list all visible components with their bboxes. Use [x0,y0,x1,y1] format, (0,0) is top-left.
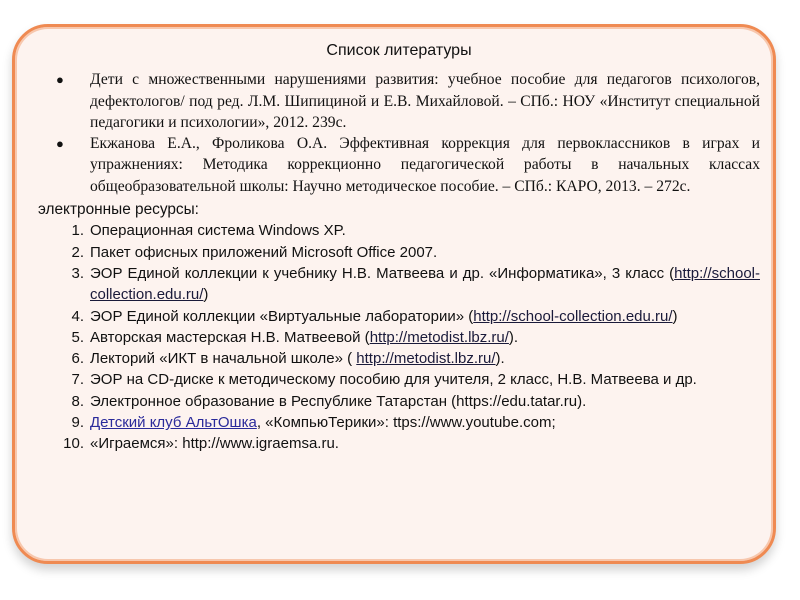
list-item: 3. ЭОР Единой коллекции к учебнику Н.В. Матвеева и др. «Информатика», 3 класс (http://school-collection.edu.ru/) [71,264,760,304]
metodist-link[interactable]: http://metodist.lbz.ru/ [356,350,496,368]
section-label: электронные ресурсы: [38,201,199,219]
school-collection-link[interactable]: http://school-collection.edu.ru/ [90,264,760,304]
bullet-icon: ● [56,136,64,152]
metodist-link[interactable]: http://metodist.lbz.ru/ [369,328,509,346]
list-item: 10. «Играемся»: http://www.igraemsa.ru. [63,435,339,453]
list-item: 9. Детский клуб АльтОшка, «КомпьюТерики»: ttps://www.youtube.com; [71,414,556,432]
list-item: 6. Лекторий «ИКТ в начальной школе» ( http://metodist.lbz.ru/). [71,350,505,368]
list-item: ● Екжанова Е.А., Фроликова О.А. Эффективная коррекция для первоклассников в играх и упражнениях: Методика коррекционно педагогической работы в начальных классах общеобразовательной школы: Научно методическое пособие. – СПб.: КАРО, 2013. – 272с. [56,135,760,195]
list-item: ● Дети с множественными нарушениями развития: учебное пособие для педагогов психологов, дефектологов/ под ред. Л.М. Шипициной и Е.В. Михайловой. – СПб.: НОУ «Институт специальной педагогики и психологии», 2012. 239с. [56,71,760,131]
list-item: 8. Электронное образование в Республике Татарстан (https://edu.tatar.ru). [71,392,587,410]
list-item: 7. ЭОР на CD-диске к методическому пособию для учителя, 2 класс, Н.В. Матвеева и др. [71,371,697,389]
literature-list [38,69,760,197]
list-item: 5. Авторская мастерская Н.В. Матвеевой (http://metodist.lbz.ru/). [71,328,519,346]
altoshka-club-link[interactable]: Детский клуб АльтОшка [90,414,257,432]
list-item: 1. Операционная система Windows XP. [71,222,346,240]
list-item: 4. ЭОР Единой коллекции «Виртуальные лаборатории» (http://school-collection.edu.ru/) [71,307,678,325]
page-title: Список литературы [326,42,472,59]
list-item: 2. Пакет офисных приложений Microsoft Office 2007. [71,243,438,261]
school-collection-link[interactable]: http://school-collection.edu.ru/ [473,307,673,325]
resources-list [38,220,760,454]
bullet-icon: ● [56,72,64,88]
slide-content [38,40,760,455]
